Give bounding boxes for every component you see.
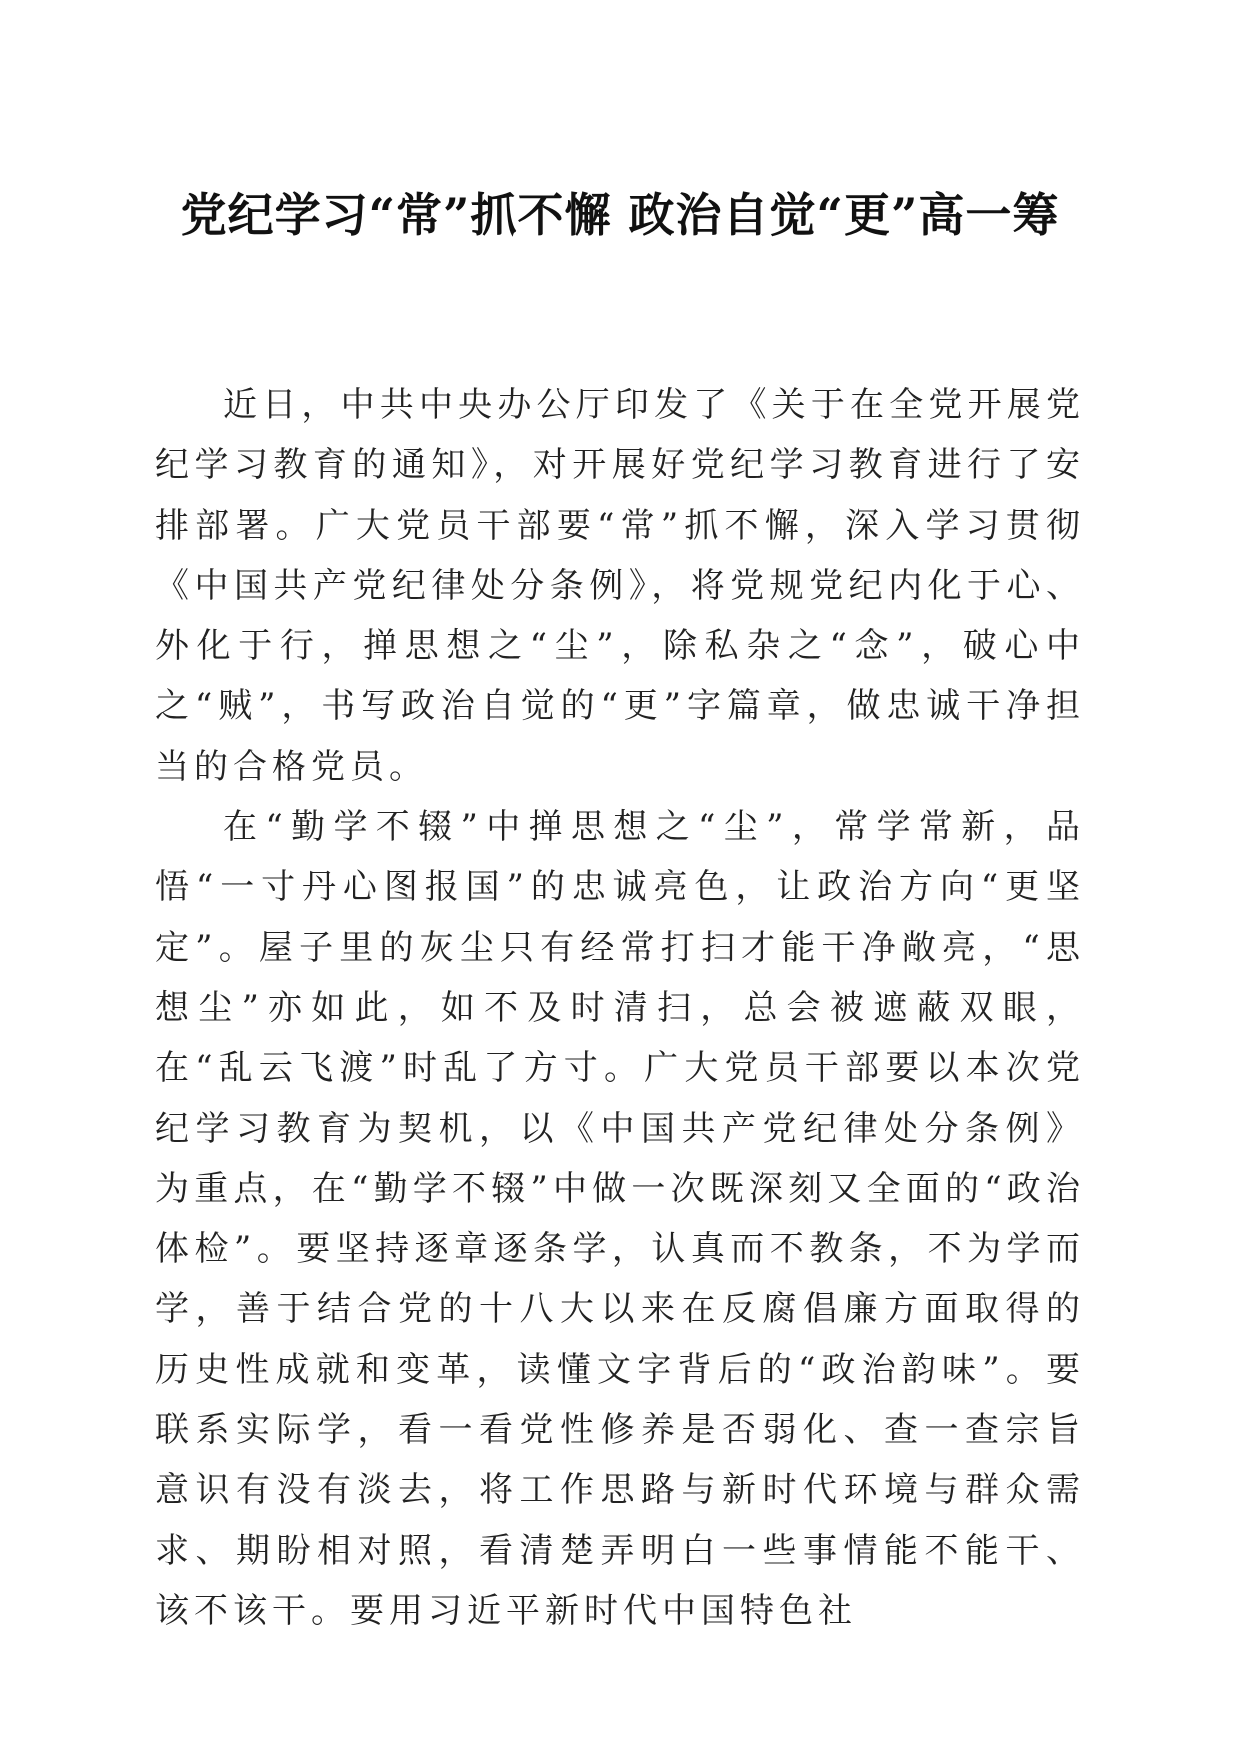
document-title: 党纪学习“常”抓不懈 政治自觉“更”高一筹 xyxy=(180,188,1060,242)
document-body xyxy=(155,375,1085,1641)
paragraph-2: 在“勤学不辍”中掸思想之“尘”，常学常新，品悟“一寸丹心图报国”的忠诚亮色，让政治方向“更坚定”。屋子里的灰尘只有经常打扫才能干净敞亮，“思想尘”亦如此，如不及时清扫，总会被遮蔽双眼，在“乱云飞渡”时乱了方寸。广大党员干部要以本次党纪学习教育为契机，以《中国共产党纪律处分条例》为重点，在“勤学不辍”中做一次既深刻又全面的“政治体检”。要坚持逐章逐条学，认真而不教条，不为学而学，善于结合党的十八大以来在反腐倡廉方面取得的历史性成就和变革，读懂文字背后的“政治韵味”。要联系实际学，看一看党性修养是否弱化、查一查宗旨意识有没有淡去，将工作思路与新时代环境与群众需求、期盼相对照，看清楚弄明白一些事情能不能干、该不该干。要用习近平新时代中国特色社 xyxy=(155,807,1085,1631)
paragraph-1: 近日，中共中央办公厅印发了《关于在全党开展党纪学习教育的通知》，对开展好党纪学习教育进行了安排部署。广大党员干部要“常”抓不懈，深入学习贯彻《中国共产党纪律处分条例》，将党规党纪内化于心、外化于行，掸思想之“尘”，除私杂之“念”，破心中之“贼”，书写政治自觉的“更”字篇章，做忠诚干净担当的合格党员。 xyxy=(155,385,1085,787)
